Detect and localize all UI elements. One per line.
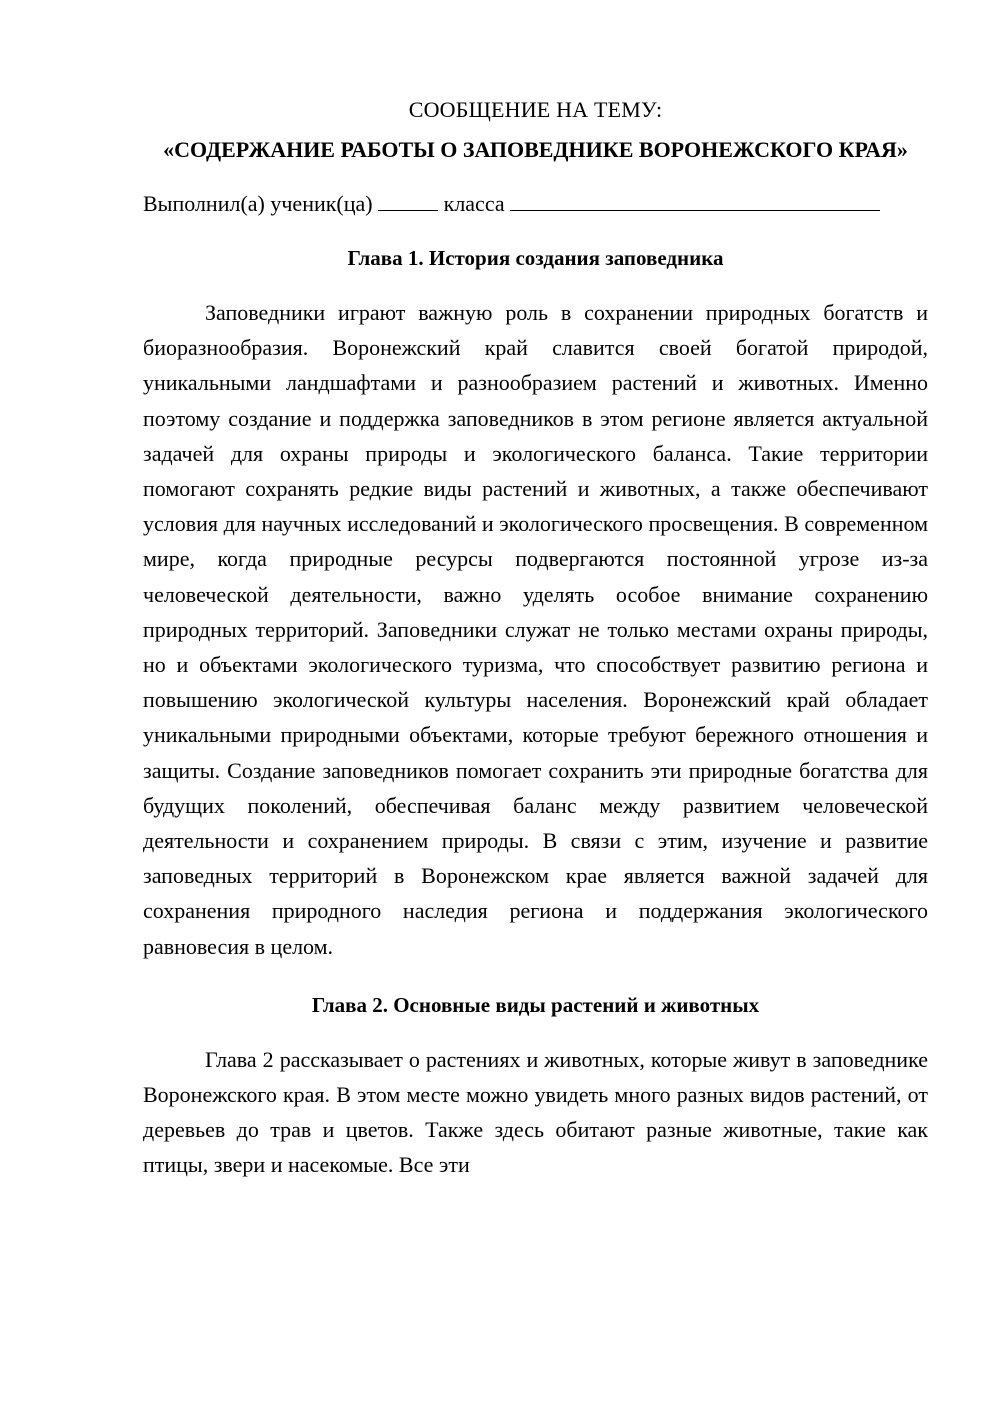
chapter-1-heading: Глава 1. История создания заповедника [347,246,724,270]
document-title: «СОДЕРЖАНИЕ РАБОТЫ О ЗАПОВЕДНИКЕ ВОРОНЕЖСКОГО КРАЯ» [163,137,908,162]
chapter-1-paragraph: Заповедники играют важную роль в сохранении природных богатств и биоразнообразия. Воронежский край славится своей богатой природой, уникальными ландшафтами и разнообразием растений и животных. Именно поэтому создание и поддержка заповедников в этом регионе является актуальной задачей для охраны природы и экологического баланса. Такие территории помогают сохранять редкие виды растений и животных, а также обеспечивают условия для научных исследований и экологического просвещения. В современном мире, когда природные ресурсы подвергаются постоянной угрозе из-за человеческой деятельности, важно уделять особое внимание сохранению природных территорий. Заповедники служат не только местами охраны природы, но и объектами экологического туризма, что способствует развитию региона и повышению экологической культуры населения. Воронежский край обладает уникальными природными объектами, которые требуют бережного отношения и защиты. Создание заповедников помогает сохранить эти природные богатства для будущих поколений, обеспечивая баланс между развитием человеческой деятельности и сохранением природы. В связи с этим, изучение и развитие заповедных территорий в Воронежском крае является важной задачей для сохранения природного наследия региона и поддержания экологического равновесия в целом. [143,300,928,959]
author-line-middle: класса [443,191,505,216]
document-page [143,93,928,1183]
author-line-prefix: Выполнил(а) ученик(ца) [143,191,373,216]
chapter-2-paragraph: Глава 2 рассказывает о растениях и животных, которые живут в заповеднике Воронежского края. В этом месте можно увидеть много разных видов растений, от деревьев до трав и цветов. Также здесь обитают разные животные, такие как птицы, звери и насекомые. Все эти [143,1046,928,1178]
grade-blank-field[interactable] [378,192,438,211]
student-name-blank-field[interactable] [510,192,880,211]
document-subtitle: СООБЩЕНИЕ НА ТЕМУ: [408,97,663,122]
chapter-2-heading: Глава 2. Основные виды растений и животных [311,992,760,1017]
author-line [143,187,928,221]
